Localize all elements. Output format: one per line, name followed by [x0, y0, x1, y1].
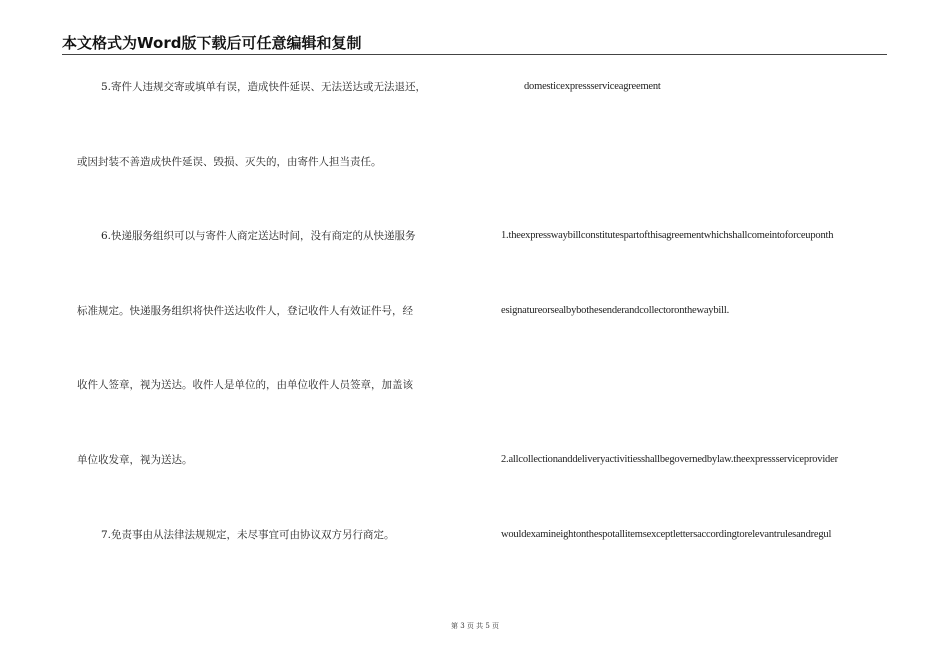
- right-line-5: wouldexamineightonthespotallitemsexceptlettersaccordingtorelevantrulesandregul: [501, 529, 832, 540]
- right-line-2: 1.theexpresswaybillconstitutespartofthisagreementwhichshallcomeintoforceuponth: [501, 230, 834, 241]
- right-line-1: domesticexpressserviceagreement: [524, 81, 661, 92]
- page-footer: 第 3 页 共 5 页: [450, 622, 500, 630]
- left-line-6: 单位收发章，视为送达。: [77, 454, 193, 466]
- document-header: [62, 34, 887, 52]
- right-line-4: 2.allcollectionanddeliveryactivitiesshallbegovernedbylaw.theexpressserviceprovider: [501, 454, 838, 465]
- left-line-2: 或因封装不善造成快件延误、毁损、灭失的，由寄件人担当责任。: [77, 156, 382, 168]
- left-line-7: 7.免责事由从法律法规规定，未尽事宜可由协议双方另行商定。: [101, 529, 395, 541]
- left-line-4: 标准规定。快递服务组织将快件送达收件人，登记收件人有效证件号，经: [77, 305, 413, 317]
- left-line-1: 5.寄件人违规交寄或填单有误，造成快件延误、无法送达或无法退还，: [101, 81, 427, 93]
- header-divider: [62, 54, 887, 55]
- header-title: 本文格式为Word版下载后可任意编辑和复制: [62, 34, 362, 52]
- right-line-3: esignatureorsealbybothesenderandcollectoronthewaybill.: [501, 305, 729, 316]
- left-line-3: 6.快递服务组织可以与寄件人商定送达时间，没有商定的从快递服务: [101, 230, 416, 242]
- left-line-5: 收件人签章，视为送达。收件人是单位的，由单位收件人员签章，加盖该: [77, 379, 413, 391]
